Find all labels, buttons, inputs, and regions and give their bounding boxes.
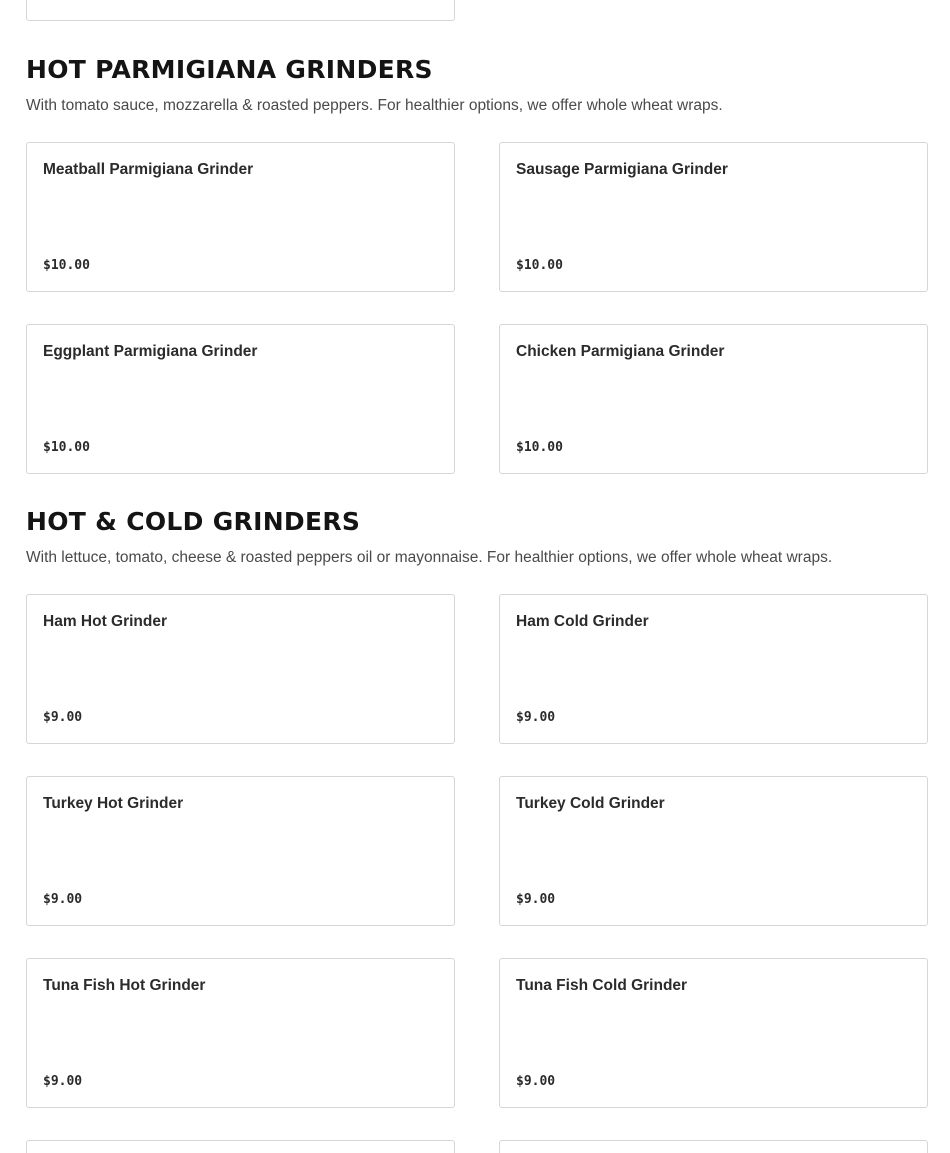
menu-item-name: Tuna Fish Hot Grinder [43,977,206,994]
menu-item-card[interactable] [499,594,928,744]
menu-item-price: $10.00 [516,258,563,273]
menu-item-price: $10.00 [43,258,90,273]
menu-item-price: $9.00 [43,710,83,725]
menu-item-name: Eggplant Parmigiana Grinder [43,343,258,360]
menu-item-card[interactable] [499,958,928,1108]
menu-item-name: Sausage Parmigiana Grinder [516,161,728,178]
menu-item-price: $9.00 [43,892,83,907]
menu-item-price: $10.00 [516,440,563,455]
menu-item-card-partial[interactable] [26,1140,455,1153]
menu-item-price: $9.00 [516,1074,556,1089]
section-title-hot-cold: HOT & COLD GRINDERS [26,507,361,536]
section-title-hot-parmigiana: HOT PARMIGIANA GRINDERS [26,55,433,84]
menu-item-card[interactable] [26,958,455,1108]
menu-item-card-partial[interactable] [499,1140,928,1153]
menu-item-name: Turkey Cold Grinder [516,795,665,812]
menu-item-card[interactable] [26,594,455,744]
menu-item-name: Ham Cold Grinder [516,613,649,630]
section-description-hot-parmigiana: With tomato sauce, mozzarella & roasted peppers. For healthier options, we offer whole wheat wraps. [26,97,723,114]
menu-item-card[interactable] [499,142,928,292]
section-description-hot-cold: With lettuce, tomato, cheese & roasted peppers oil or mayonnaise. For healthier options, we offer whole wheat wraps. [26,549,833,566]
menu-item-name: Turkey Hot Grinder [43,795,184,812]
menu-item-card[interactable] [26,776,455,926]
menu-item-name: Meatball Parmigiana Grinder [43,161,254,178]
menu-item-price: $9.00 [516,892,556,907]
menu-item-price: $9.00 [516,710,556,725]
menu-item-card[interactable] [26,142,455,292]
menu-item-card[interactable] [26,324,455,474]
menu-item-price: $9.00 [43,1074,83,1089]
menu-item-name: Tuna Fish Cold Grinder [516,977,688,994]
menu-item-card[interactable] [499,776,928,926]
menu-item-card-partial[interactable] [26,0,455,21]
menu-item-price: $10.00 [43,440,90,455]
menu-item-card[interactable] [499,324,928,474]
menu-item-name: Ham Hot Grinder [43,613,168,630]
menu-item-name: Chicken Parmigiana Grinder [516,343,725,360]
